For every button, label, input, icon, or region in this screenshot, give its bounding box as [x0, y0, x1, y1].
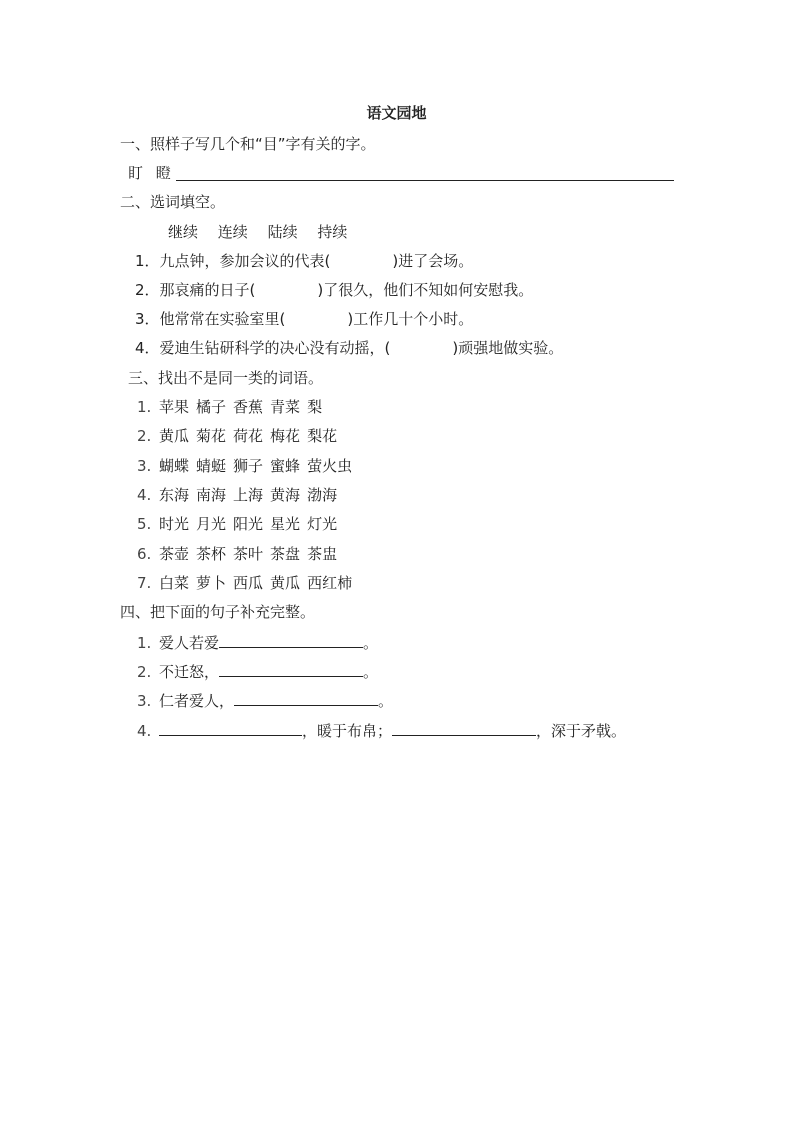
item-text: 九点钟，参加会议的代表(	[159, 252, 331, 270]
item-text: ，深于矛戟。	[536, 722, 627, 740]
section4-heading: 四、把下面的句子补充完整。	[120, 603, 316, 621]
answer-line[interactable]	[176, 180, 674, 181]
answer-line[interactable]	[392, 720, 536, 736]
word[interactable]: 东海	[159, 485, 190, 504]
word-group-item	[137, 573, 359, 593]
complete-item	[137, 661, 378, 682]
page-title: 语文园地	[366, 104, 427, 122]
word-group-item	[137, 397, 329, 417]
word[interactable]: 荷花	[233, 427, 264, 446]
fill-item	[135, 251, 473, 271]
item-text: 他常常在实验室里(	[159, 310, 286, 328]
item-number: 5.	[137, 515, 152, 534]
word[interactable]: 黄瓜	[159, 427, 190, 446]
item-text: 仁者爱人，	[159, 692, 235, 710]
item-number: 4.	[137, 722, 152, 740]
item-text: 。	[378, 692, 394, 710]
word-choices	[168, 222, 347, 242]
item-number: 4．	[135, 339, 160, 357]
item-text: )顽强地做实验。	[452, 339, 564, 357]
word[interactable]: 青菜	[270, 398, 301, 416]
word[interactable]: 橘子	[196, 398, 227, 416]
section3-heading: 三、找出不是同一类的词语。	[128, 369, 324, 387]
word[interactable]: 梨花	[307, 427, 338, 446]
word[interactable]: 渤海	[307, 485, 338, 504]
word[interactable]: 白菜	[159, 573, 190, 592]
item-number: 1．	[135, 252, 160, 270]
answer-line[interactable]	[234, 690, 378, 706]
word-choice: 陆续	[267, 223, 298, 241]
word-choice: 连续	[217, 223, 248, 241]
word-choice: 持续	[317, 223, 348, 241]
item-text: 爱迪生钻研科学的决心没有动摇，(	[159, 339, 391, 357]
example-char: 瞪	[155, 164, 171, 182]
answer-line[interactable]	[159, 720, 302, 736]
word[interactable]: 蜻蜓	[196, 456, 227, 475]
word[interactable]: 梨	[307, 398, 323, 416]
word[interactable]: 苹果	[159, 398, 190, 416]
word[interactable]: 茶杯	[196, 544, 227, 563]
fill-item	[135, 309, 473, 329]
word[interactable]: 阳光	[233, 515, 264, 534]
answer-line[interactable]	[219, 661, 363, 677]
item-number: 1.	[137, 398, 152, 416]
word-group-item	[137, 456, 359, 476]
word[interactable]: 西瓜	[233, 573, 264, 592]
item-number: 6.	[137, 544, 152, 563]
item-number: 2．	[135, 281, 160, 299]
word[interactable]: 茶壶	[159, 544, 190, 563]
item-text: )了很久，他们不知如何安慰我。	[317, 281, 534, 299]
complete-item	[137, 632, 378, 653]
word-group-item	[137, 485, 344, 505]
item-text: 那哀痛的日子(	[159, 281, 256, 299]
word[interactable]: 萝卜	[196, 573, 227, 592]
word[interactable]: 蜜蜂	[270, 456, 301, 475]
word[interactable]: 黄瓜	[270, 573, 301, 592]
word[interactable]: 上海	[233, 485, 264, 504]
word[interactable]: 西红柿	[307, 573, 353, 592]
word-group-item	[137, 426, 344, 446]
word-group-item	[137, 544, 344, 564]
word[interactable]: 茶盘	[270, 544, 301, 563]
complete-item	[137, 690, 393, 711]
item-text: 。	[363, 663, 379, 681]
item-number: 4.	[137, 485, 152, 504]
item-number: 3.	[137, 456, 152, 475]
word[interactable]: 狮子	[233, 456, 264, 475]
item-text: 爱人若爱	[159, 634, 220, 652]
section1-examples	[128, 163, 171, 183]
word[interactable]: 茶盅	[307, 544, 338, 563]
word[interactable]: 时光	[159, 515, 190, 534]
item-number: 3.	[137, 692, 152, 710]
example-char: 盯	[128, 164, 144, 182]
complete-item	[137, 720, 626, 741]
word[interactable]: 菊花	[196, 427, 227, 446]
word[interactable]: 黄海	[270, 485, 301, 504]
word-choice: 继续	[168, 223, 199, 241]
item-number: 2.	[137, 663, 152, 681]
item-number: 2.	[137, 427, 152, 446]
section2-heading: 二、选词填空。	[120, 193, 226, 211]
item-number: 3．	[135, 310, 160, 328]
item-text: 不迁怒，	[159, 663, 220, 681]
word[interactable]: 南海	[196, 485, 227, 504]
word[interactable]: 星光	[270, 515, 301, 534]
answer-line[interactable]	[219, 632, 363, 648]
item-text: ，暖于布帛；	[302, 722, 393, 740]
word[interactable]: 梅花	[270, 427, 301, 446]
word[interactable]: 灯光	[307, 515, 338, 534]
fill-item	[135, 338, 563, 358]
word[interactable]: 香蕉	[233, 398, 264, 416]
item-text: 。	[363, 634, 379, 652]
item-number: 7.	[137, 573, 152, 592]
section1-heading: 一、照样子写几个和“目”字有关的字。	[120, 135, 376, 153]
word[interactable]: 茶叶	[233, 544, 264, 563]
word[interactable]: 蝴蝶	[159, 456, 190, 475]
item-number: 1.	[137, 634, 152, 652]
word[interactable]: 萤火虫	[307, 456, 353, 475]
word[interactable]: 月光	[196, 515, 227, 534]
fill-item	[135, 280, 533, 300]
word-group-item	[137, 514, 344, 534]
item-text: )工作几十个小时。	[347, 310, 474, 328]
item-text: )进了会场。	[392, 252, 474, 270]
